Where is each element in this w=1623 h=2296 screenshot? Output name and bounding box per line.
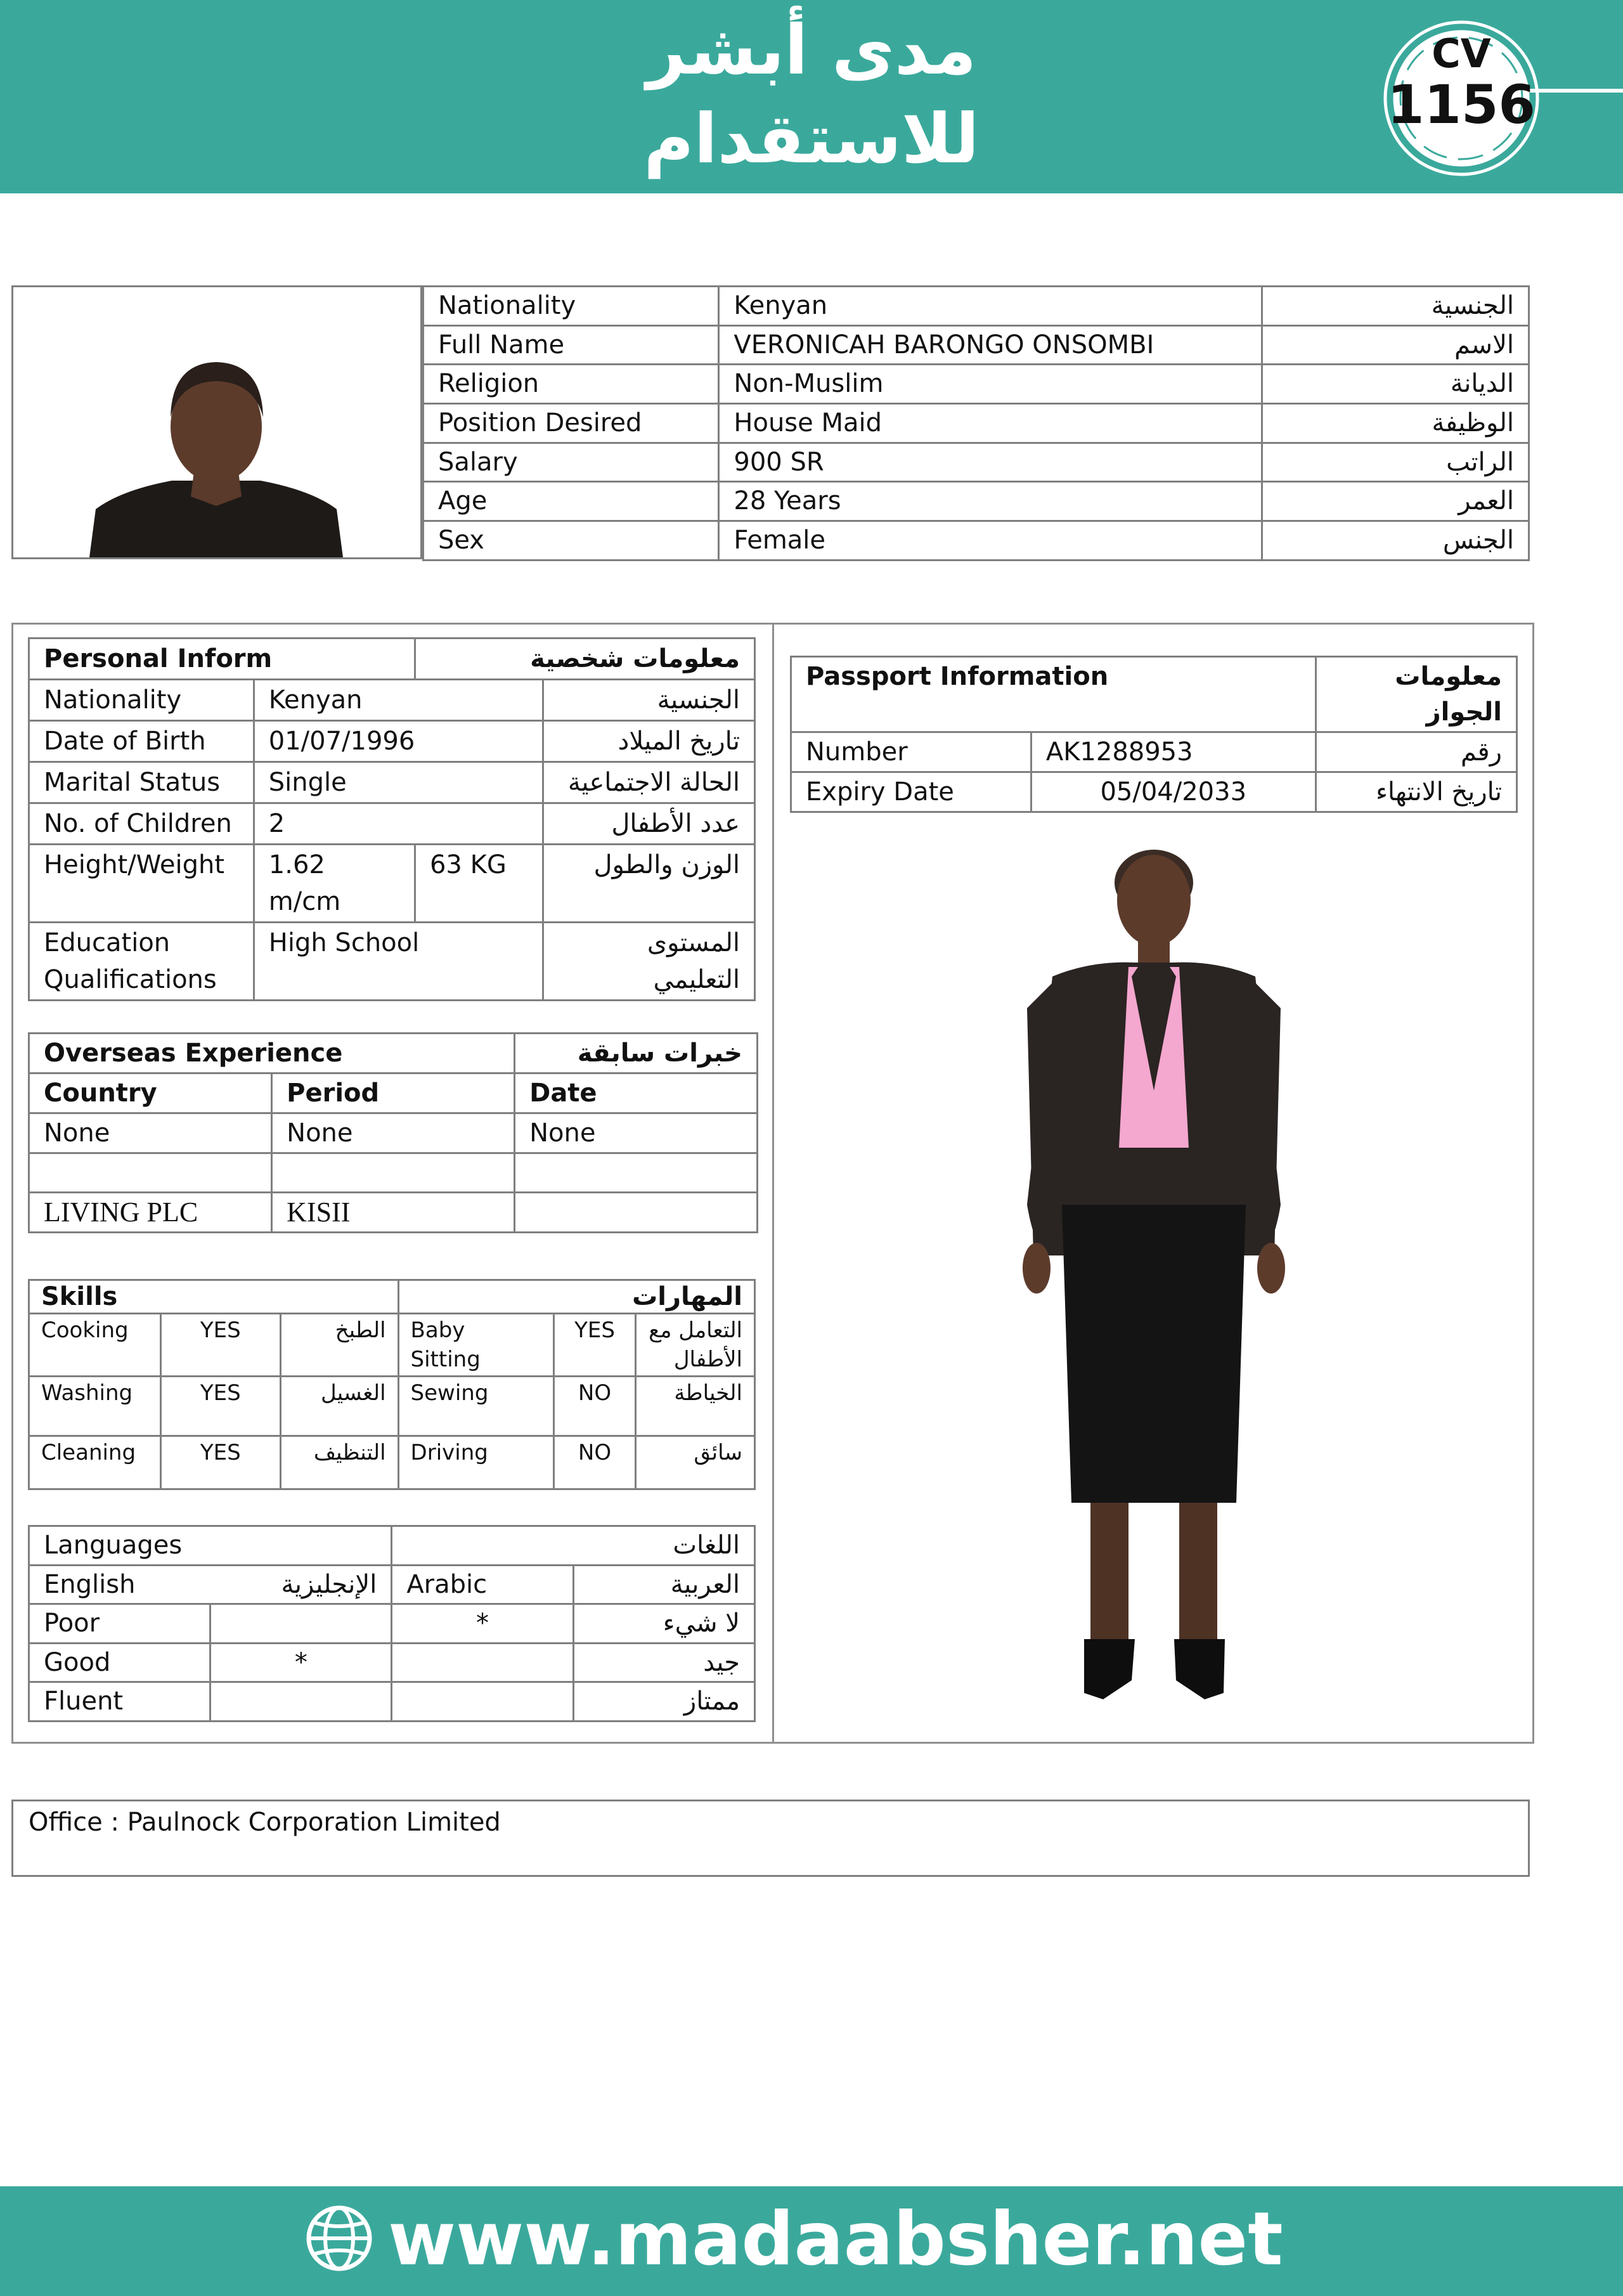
- portrait-photo: [11, 285, 422, 559]
- website-url[interactable]: www.madaabsher.net: [388, 2196, 1283, 2282]
- skill-name: Cleaning: [29, 1436, 161, 1489]
- skill-name: Cooking: [29, 1314, 161, 1377]
- skill-name-ar: سائق: [636, 1436, 755, 1489]
- personal-row: [29, 680, 755, 721]
- language-english-mark: *: [210, 1643, 392, 1682]
- cv-badge-line: [1528, 89, 1623, 93]
- language-english-mark: [210, 1682, 392, 1722]
- experience-cell: None: [515, 1113, 758, 1153]
- skill-value: YES: [160, 1377, 280, 1436]
- summary-value: VERONICAH BARONGO ONSOMBI: [719, 325, 1262, 365]
- details-divider: [772, 623, 774, 1744]
- summary-table: [422, 285, 1530, 561]
- language-level-label: Good: [29, 1643, 210, 1682]
- summary-value: House Maid: [719, 404, 1262, 443]
- languages-header-row: [29, 1526, 755, 1566]
- personal-label-ar: عدد الأطفال: [543, 803, 755, 845]
- experience-cell: [29, 1153, 272, 1193]
- language-level-row: [29, 1643, 755, 1682]
- personal-row: [29, 721, 755, 762]
- summary-label-ar: العمر: [1262, 482, 1529, 521]
- education-row: [29, 923, 755, 1001]
- experience-col-country: Country: [29, 1073, 272, 1113]
- personal-row: [29, 803, 755, 845]
- personal-label: Date of Birth: [29, 721, 254, 762]
- summary-value: Female: [719, 521, 1262, 561]
- cv-number-badge: [1382, 30, 1541, 136]
- personal-label: No. of Children: [29, 803, 254, 845]
- languages-title-ar: اللغات: [392, 1526, 755, 1566]
- personal-label-ar: الحالة الاجتماعية: [543, 762, 755, 803]
- summary-row: [424, 443, 1529, 482]
- brand-line-1: مدى أبشر: [646, 11, 977, 90]
- experience-cell: [272, 1153, 515, 1193]
- personal-title: Personal Inform: [29, 639, 415, 680]
- language-arabic-mark: [392, 1682, 573, 1722]
- skills-table: [28, 1279, 756, 1490]
- languages-names-row: [29, 1565, 755, 1604]
- language-level-label-ar: ممتاز: [573, 1682, 754, 1722]
- summary-label-ar: الاسم: [1262, 325, 1529, 365]
- experience-cell: KISII: [272, 1193, 515, 1233]
- language-level-row: [29, 1682, 755, 1722]
- skill-name-ar: الخياطة: [636, 1377, 755, 1436]
- experience-row: [29, 1113, 758, 1153]
- passport-row: [791, 772, 1517, 812]
- education-label: Education Qualifications: [29, 923, 254, 1001]
- height-weight-label-ar: الوزن والطول: [543, 845, 755, 923]
- experience-row: [29, 1193, 758, 1233]
- summary-value: Kenyan: [719, 287, 1262, 326]
- personal-header-row: [29, 639, 755, 680]
- summary-label: Age: [424, 482, 719, 521]
- experience-cell: LIVING PLC: [29, 1193, 272, 1233]
- language-english-label-ar: الإنجليزية: [281, 1569, 377, 1599]
- summary-label: Religion: [424, 365, 719, 404]
- skills-row: [29, 1436, 755, 1489]
- skill-value: NO: [553, 1377, 636, 1436]
- personal-label-ar: الجنسية: [543, 680, 755, 721]
- summary-label-ar: الجنس: [1262, 521, 1529, 561]
- summary-row: [424, 287, 1529, 326]
- summary-label: Position Desired: [424, 404, 719, 443]
- skill-name-ar: التعامل مع الأطفال: [636, 1314, 755, 1377]
- skill-name-ar: الطبخ: [280, 1314, 398, 1377]
- language-english-mark: [210, 1604, 392, 1644]
- summary-label-ar: الوظيفة: [1262, 404, 1529, 443]
- summary-label-ar: الراتب: [1262, 443, 1529, 482]
- height-weight-row: [29, 845, 755, 923]
- skill-name: Sewing: [398, 1377, 553, 1436]
- experience-col-date: Date: [515, 1073, 758, 1113]
- office-box: [11, 1800, 1530, 1877]
- education-label-ar: المستوى التعليمي: [543, 923, 755, 1001]
- summary-label: Nationality: [424, 287, 719, 326]
- personal-row: [29, 762, 755, 803]
- skill-name: Driving: [398, 1436, 553, 1489]
- brand-line-2: للاستقدام: [643, 100, 980, 179]
- experience-row: [29, 1153, 758, 1193]
- skill-name-ar: الغسيل: [280, 1377, 398, 1436]
- summary-row: [424, 404, 1529, 443]
- skill-name-ar: التنظيف: [280, 1436, 398, 1489]
- language-level-label: Fluent: [29, 1682, 210, 1722]
- experience-header-row: [29, 1034, 758, 1073]
- experience-cell: None: [272, 1113, 515, 1153]
- height-value: 1.62 m/cm: [254, 845, 415, 923]
- summary-row: [424, 365, 1529, 404]
- agency-logo-text: [533, 6, 1090, 184]
- experience-title: Overseas Experience: [29, 1034, 515, 1073]
- skills-title: Skills: [29, 1280, 399, 1314]
- summary-row: [424, 521, 1529, 561]
- passport-row: [791, 732, 1517, 772]
- skill-value: YES: [160, 1436, 280, 1489]
- skills-header-row: [29, 1280, 755, 1314]
- languages-title: Languages: [29, 1526, 392, 1566]
- passport-value: 05/04/2033: [1031, 772, 1316, 812]
- skill-value: NO: [553, 1436, 636, 1489]
- language-level-row: [29, 1604, 755, 1644]
- cv-number: 1156: [1387, 74, 1536, 136]
- experience-cell: [515, 1153, 758, 1193]
- passport-table: [790, 656, 1518, 813]
- personal-title-ar: معلومات شخصية: [415, 639, 754, 680]
- globe-icon: [304, 2203, 374, 2273]
- cv-label: CV: [1432, 30, 1491, 77]
- full-body-photo: [1008, 850, 1300, 1718]
- summary-label-ar: الجنسية: [1262, 287, 1529, 326]
- summary-label-ar: الديانة: [1262, 365, 1529, 404]
- experience-title-ar: خبرات سابقة: [515, 1034, 758, 1073]
- passport-title: Passport Information: [791, 657, 1316, 732]
- language-english: [29, 1565, 392, 1604]
- passport-label: Expiry Date: [791, 772, 1031, 812]
- skills-row: [29, 1377, 755, 1436]
- weight-value: 63 KG: [415, 845, 543, 923]
- skill-value: YES: [553, 1314, 636, 1377]
- language-arabic-label-ar: العربية: [573, 1565, 754, 1604]
- personal-value: 01/07/1996: [254, 721, 543, 762]
- skill-name: Washing: [29, 1377, 161, 1436]
- personal-label: Nationality: [29, 680, 254, 721]
- summary-label: Salary: [424, 443, 719, 482]
- summary-value: 900 SR: [719, 443, 1262, 482]
- passport-label-ar: رقم: [1316, 732, 1516, 772]
- personal-label: Marital Status: [29, 762, 254, 803]
- personal-value: Single: [254, 762, 543, 803]
- language-arabic-mark: *: [392, 1604, 573, 1644]
- education-value: High School: [254, 923, 543, 1001]
- skills-row: [29, 1314, 755, 1377]
- summary-label: Full Name: [424, 325, 719, 365]
- language-level-label-ar: لا شيء: [573, 1604, 754, 1644]
- summary-value: 28 Years: [719, 482, 1262, 521]
- experience-cell: None: [29, 1113, 272, 1153]
- personal-label-ar: تاريخ الميلاد: [543, 721, 755, 762]
- passport-label: Number: [791, 732, 1031, 772]
- summary-label: Sex: [424, 521, 719, 561]
- languages-table: [28, 1525, 756, 1722]
- skills-title-ar: المهارات: [398, 1280, 754, 1314]
- height-weight-label: Height/Weight: [29, 845, 254, 923]
- skill-value: YES: [160, 1314, 280, 1377]
- office-text: Office : Paulnock Corporation Limited: [29, 1808, 501, 1837]
- passport-title-ar: معلومات الجواز: [1316, 657, 1516, 732]
- experience-col-period: Period: [272, 1073, 515, 1113]
- experience-columns-row: [29, 1073, 758, 1113]
- language-level-label: Poor: [29, 1604, 210, 1644]
- personal-value: 2: [254, 803, 543, 845]
- summary-value: Non-Muslim: [719, 365, 1262, 404]
- experience-table: [28, 1032, 758, 1233]
- summary-row: [424, 325, 1529, 365]
- language-level-label-ar: جيد: [573, 1643, 754, 1682]
- language-english-label: English: [44, 1569, 136, 1599]
- personal-value: Kenyan: [254, 680, 543, 721]
- passport-value: AK1288953: [1031, 732, 1316, 772]
- experience-cell: [515, 1193, 758, 1233]
- language-arabic-label: Arabic: [392, 1565, 573, 1604]
- passport-label-ar: تاريخ الانتهاء: [1316, 772, 1516, 812]
- personal-info-table: [28, 637, 756, 1001]
- summary-row: [424, 482, 1529, 521]
- passport-header-row: [791, 657, 1517, 732]
- language-arabic-mark: [392, 1643, 573, 1682]
- skill-name: Baby Sitting: [398, 1314, 553, 1377]
